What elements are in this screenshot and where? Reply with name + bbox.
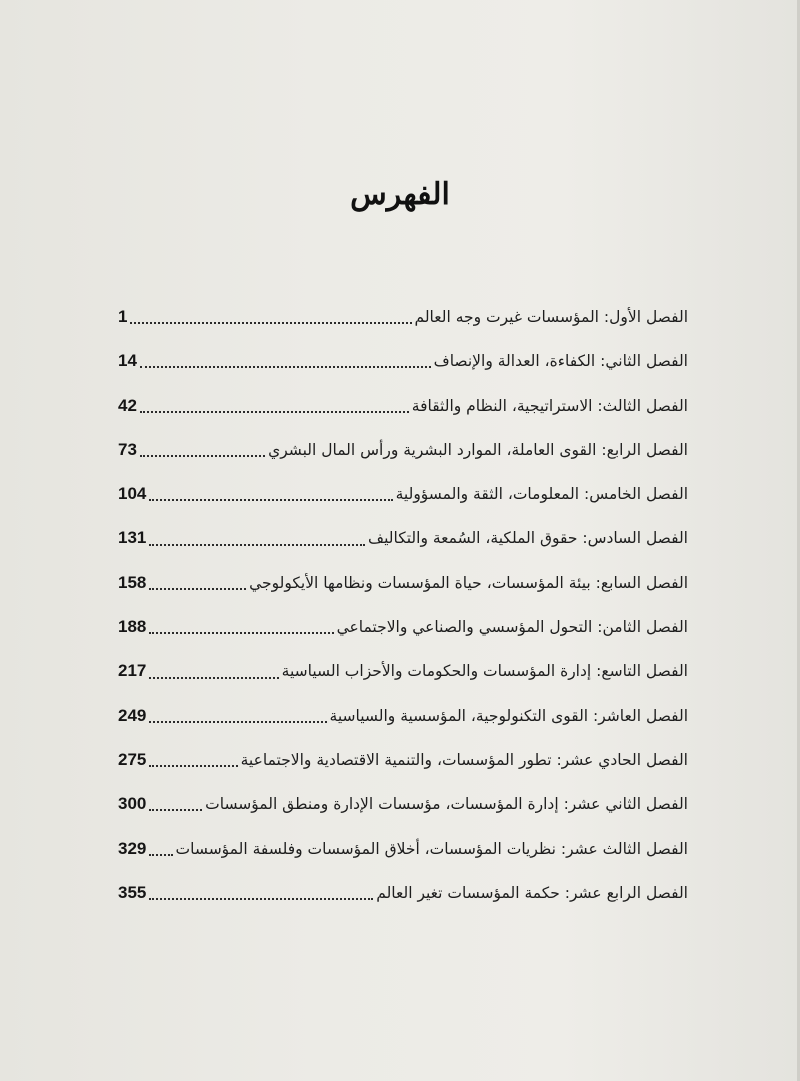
toc-dot-leader — [140, 411, 409, 413]
toc-entry — [118, 472, 688, 516]
toc-entry-page: 249 — [118, 705, 147, 725]
toc-entry-label: الفصل الحادي عشر: تطور المؤسسات، والتنمية الاقتصادية والاجتماعية — [240, 750, 688, 769]
toc-entry-page: 355 — [118, 882, 147, 902]
page-title: الفهرس — [350, 177, 450, 213]
toc-entry — [118, 428, 688, 472]
toc-entry-label: الفصل السادس: حقوق الملكية، السُمعة والتكاليف — [368, 529, 688, 548]
toc-entry — [118, 339, 688, 383]
toc-entry — [118, 694, 688, 738]
toc-dot-leader — [149, 499, 392, 501]
toc-dot-leader — [149, 765, 237, 767]
toc-entry-page: 158 — [118, 572, 147, 592]
toc-entry — [118, 384, 688, 428]
toc-dot-leader — [149, 898, 373, 900]
toc-entry-label: الفصل الثاني: الكفاءة، العدالة والإنصاف — [433, 352, 688, 371]
toc-entry-label: الفصل الرابع عشر: حكمة المؤسسات تغير العالم — [376, 883, 688, 902]
toc-entry — [118, 516, 688, 560]
toc-dot-leader — [149, 544, 365, 546]
toc-entry-page: 300 — [118, 794, 147, 814]
table-of-contents — [118, 295, 688, 915]
toc-entry — [118, 649, 688, 693]
toc-dot-leader — [149, 677, 278, 679]
toc-dot-leader — [149, 854, 172, 856]
toc-entry-label: الفصل السابع: بيئة المؤسسات، حياة المؤسسات ونظامها الأيكولوجي — [249, 573, 688, 592]
toc-dot-leader — [149, 721, 326, 723]
toc-entry — [118, 827, 688, 871]
toc-entry-page: 14 — [118, 351, 137, 371]
toc-entry-label: الفصل الرابع: القوى العاملة، الموارد البشرية ورأس المال البشري — [268, 440, 688, 459]
toc-entry-page: 1 — [118, 307, 128, 326]
toc-entry — [118, 871, 688, 915]
toc-entry-page: 42 — [118, 395, 137, 415]
toc-entry — [118, 782, 688, 826]
toc-entry-page: 217 — [118, 661, 147, 681]
toc-entry — [118, 738, 688, 782]
toc-entry-page: 104 — [118, 484, 147, 504]
toc-entry-page: 188 — [118, 617, 147, 637]
toc-entry-label: الفصل الثامن: التحول المؤسسي والصناعي والاجتماعي — [336, 618, 688, 637]
toc-entry-label: الفصل الثالث: الاستراتيجية، النظام والثقافة — [411, 396, 688, 415]
toc-entry — [118, 561, 688, 605]
toc-entry-label: الفصل الأول: المؤسسات غيرت وجه العالم — [414, 308, 688, 326]
toc-entry-page: 275 — [118, 749, 147, 769]
toc-entry-label: الفصل التاسع: إدارة المؤسسات والحكومات والأحزاب السياسية — [281, 662, 688, 681]
toc-entry-page: 329 — [118, 838, 147, 858]
toc-dot-leader — [149, 809, 202, 811]
toc-dot-leader — [140, 455, 265, 457]
toc-dot-leader — [140, 366, 431, 368]
toc-entry-page: 131 — [118, 528, 147, 548]
toc-dot-leader — [149, 588, 246, 590]
toc-entry-label: الفصل الثالث عشر: نظريات المؤسسات، أخلاق المؤسسات وفلسفة المؤسسات — [175, 839, 688, 858]
toc-entry-label: الفصل العاشر: القوى التكنولوجية، المؤسسية والسياسية — [329, 706, 688, 725]
toc-entry-label: الفصل الخامس: المعلومات، الثقة والمسؤولية — [395, 485, 688, 504]
toc-entry — [118, 295, 688, 339]
toc-dot-leader — [149, 632, 333, 634]
toc-entry-label: الفصل الثاني عشر: إدارة المؤسسات، مؤسسات الإدارة ومنطق المؤسسات — [205, 795, 688, 814]
toc-entry — [118, 605, 688, 649]
toc-entry-page: 73 — [118, 439, 137, 459]
toc-dot-leader — [130, 322, 411, 324]
